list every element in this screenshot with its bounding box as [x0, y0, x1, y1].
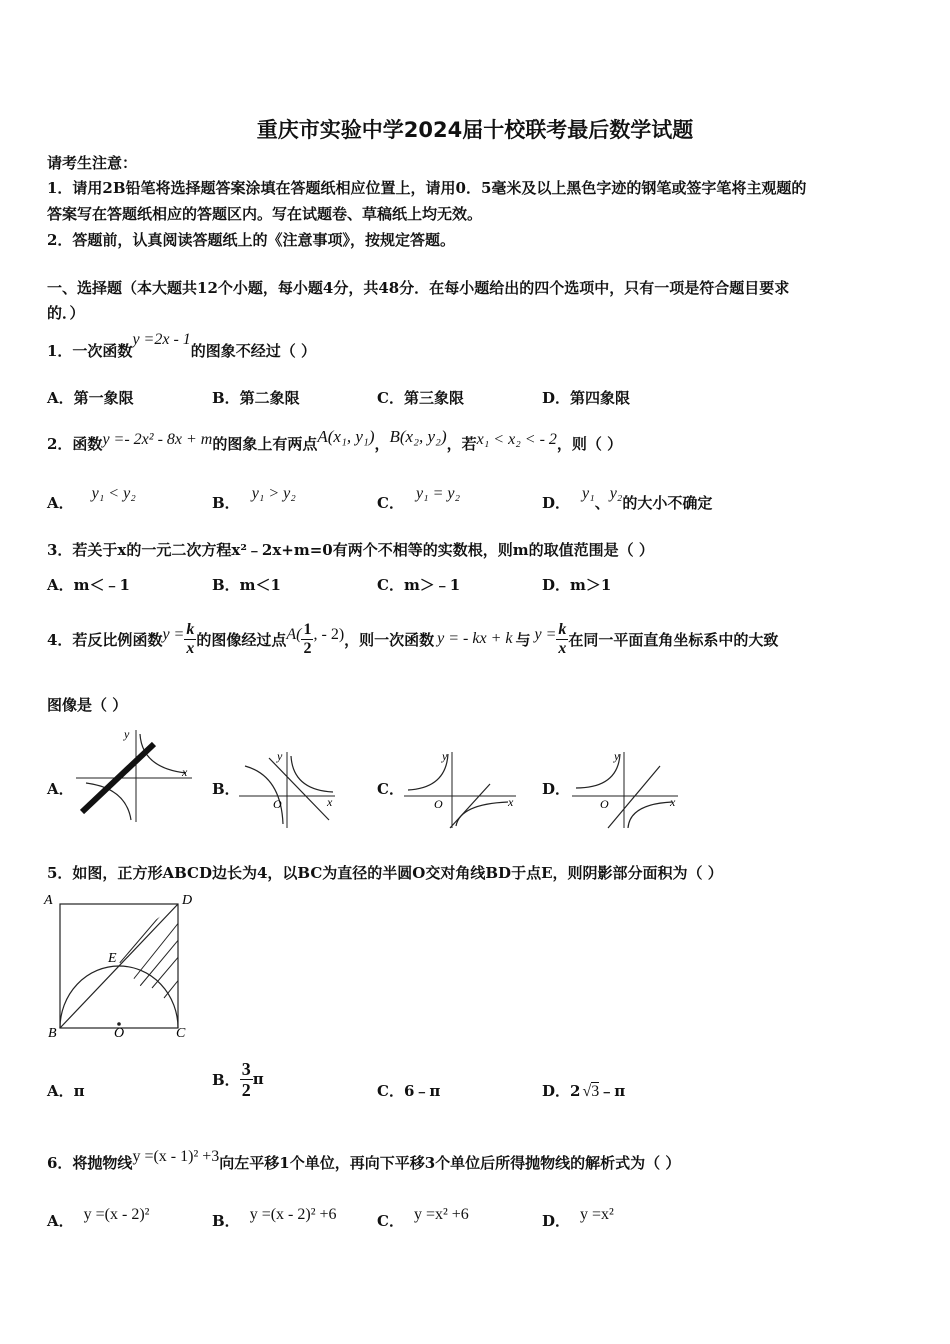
- q5-option-d-label: D．: [542, 1082, 571, 1100]
- label-o: O: [114, 1026, 125, 1041]
- q4-f3-den: x: [558, 639, 567, 657]
- label-d: D: [182, 893, 193, 908]
- q4-f3-num: k: [558, 620, 567, 638]
- hyperbola-branch-2: [456, 802, 508, 826]
- label-c: C: [176, 1026, 186, 1041]
- x-axis-label: x: [670, 795, 676, 809]
- x-axis-label: x: [508, 795, 514, 809]
- q3-option-b[interactable]: B．m＜1: [212, 576, 281, 594]
- q2-option-d-y1: y₁: [582, 485, 595, 502]
- q2-option-c-label: C．: [377, 494, 404, 512]
- q6-option-a-label: A．: [47, 1212, 74, 1230]
- q4-option-d-graph[interactable]: [568, 748, 682, 830]
- question-4: [47, 614, 778, 664]
- q6-option-a[interactable]: [47, 1206, 150, 1231]
- q2-option-b-value: y₁ > y₂: [251, 485, 296, 502]
- q4-f1-num: k: [186, 620, 195, 638]
- q5-option-d[interactable]: [542, 1080, 625, 1101]
- notice-line-2: 2．答题前，认真阅读答题纸上的《注意事项》，按规定答题。: [47, 231, 455, 249]
- q2-option-d-y2: y₂: [609, 485, 623, 502]
- question-6: [47, 1148, 681, 1173]
- q3-option-d[interactable]: D．m＞1: [542, 576, 612, 594]
- q4-option-c-label[interactable]: C．: [377, 780, 404, 798]
- q2-option-d-sep: 、: [594, 494, 610, 512]
- question-5: 5．如图，正方形ABCD边长为4，以BC为直径的半圆O交对角线BD于点E，则阴影部分面积为（ ）: [47, 864, 723, 882]
- label-a: A: [44, 893, 53, 908]
- line-graph: [450, 784, 490, 828]
- y-axis-label: y: [614, 749, 620, 763]
- q6-formula: y =(x - 1)² +3: [132, 1148, 220, 1165]
- q1-prefix: 1．一次函数: [47, 342, 133, 360]
- section-heading-line-2: 的．）: [47, 304, 85, 322]
- q6-suffix: 向左平移1个单位，再向下平移3个单位后所得抛物线的解析式为（ ）: [219, 1154, 681, 1172]
- q2-option-a[interactable]: [47, 485, 136, 513]
- q5-figure: [42, 890, 202, 1042]
- q4-option-c-graph[interactable]: [400, 748, 520, 830]
- q5-option-a-value: π: [73, 1082, 85, 1100]
- q4-point-fraction: [301, 621, 313, 658]
- q5-option-b-den: 2: [241, 1079, 251, 1100]
- q2-option-c-value: y₁ = y₂: [415, 485, 461, 502]
- q1-option-b[interactable]: B．第二象限: [212, 389, 300, 407]
- q5-option-a[interactable]: [47, 1080, 85, 1101]
- q5-option-a-label: A．: [47, 1082, 74, 1100]
- y-axis-label: y: [124, 727, 130, 741]
- x-axis-label: x: [327, 795, 333, 809]
- q4-mid1: 的图像经过点: [196, 630, 287, 649]
- notice-line-1b: 答案写在答题纸相应的答题区内。写在试题卷、草稿纸上均无效。: [47, 205, 483, 223]
- semicircle-o: [60, 966, 178, 1028]
- q6-option-b-label: B．: [212, 1212, 240, 1230]
- q6-option-c-value: y =x² +6: [413, 1206, 469, 1223]
- q2-mid: 的图象上有两点: [212, 435, 318, 453]
- q6-option-d[interactable]: [542, 1206, 614, 1231]
- q2-point-b: B(x₂, y₂): [389, 427, 447, 446]
- q4-f1-lhs: y =: [162, 626, 185, 643]
- q1-suffix: 的图象不经过（ ）: [190, 342, 317, 360]
- q4-suffix: 在同一平面直角坐标系中的大致: [568, 630, 779, 649]
- q2-formula: y =- 2x² - 8x + m: [102, 431, 213, 448]
- q5-option-c-label: C．: [377, 1082, 404, 1100]
- q4-prefix: 4．若反比例函数: [47, 630, 163, 649]
- notice-line-1a: 1．请用2B铅笔将选择题答案涂填在答题纸相应位置上，请用0．5毫米及以上黑色字迹的钢笔或签字笔将主观题的: [47, 179, 807, 197]
- q4-option-d-label[interactable]: D．: [542, 780, 571, 798]
- question-3: 3．若关于x的一元二次方程x²﹣2x+m=0有两个不相等的实数根，则m的取值范围是（ ）: [47, 541, 654, 559]
- q2-option-d[interactable]: [542, 485, 713, 513]
- label-b: B: [48, 1026, 57, 1041]
- q5-option-d-sqrt: √3: [582, 1083, 600, 1100]
- q4-f3-fraction: [556, 621, 568, 658]
- q3-option-c[interactable]: C．m＞﹣1: [377, 576, 461, 594]
- y-axis-label: y: [442, 749, 448, 763]
- q2-option-a-label: A．: [47, 494, 74, 512]
- q5-option-c-value: 6﹣π: [403, 1082, 441, 1100]
- hyperbola-branch-1: [245, 766, 283, 824]
- q6-option-c[interactable]: [377, 1206, 469, 1231]
- q1-formula: y =2x - 1: [132, 331, 191, 348]
- q6-option-d-label: D．: [542, 1212, 571, 1230]
- q2-option-c[interactable]: [377, 485, 461, 513]
- q4-option-b-graph[interactable]: [235, 748, 345, 830]
- label-e: E: [108, 951, 117, 966]
- page-title: 重庆市实验中学2024届十校联考最后数学试题: [256, 118, 694, 142]
- x-axis-label: x: [182, 765, 188, 779]
- q5-option-b-fraction: [240, 1059, 253, 1100]
- q2-prefix: 2．函数: [47, 435, 103, 453]
- q1-option-d[interactable]: D．第四象限: [542, 389, 631, 407]
- q6-prefix: 6．将抛物线: [47, 1154, 133, 1172]
- q4-option-b-label[interactable]: B．: [212, 780, 240, 798]
- q4-f2: y = - kx + k: [437, 630, 513, 647]
- q2-option-d-text: 的大小不确定: [622, 494, 713, 512]
- q5-option-c[interactable]: [377, 1080, 440, 1101]
- q5-option-d-coef: 2: [570, 1082, 581, 1100]
- notice-heading: 请考生注意：: [47, 154, 138, 172]
- q5-option-b[interactable]: [212, 1054, 264, 1104]
- hyperbola-branch-2: [628, 802, 672, 828]
- q2-option-d-label: D．: [542, 494, 571, 512]
- question-1: [47, 331, 317, 361]
- q2-suffix: ，则（ ）: [556, 435, 623, 453]
- q2-condition: x₁ < x₂ < - 2: [476, 431, 557, 448]
- origin-label: O: [273, 797, 282, 811]
- q6-option-d-value: y =x²: [580, 1206, 614, 1223]
- origin-label: O: [600, 797, 609, 811]
- question-2: [47, 427, 623, 454]
- q2-sep: ，: [374, 435, 390, 453]
- q6-option-b-value: y =(x - 2)² +6: [249, 1206, 337, 1223]
- q4-point-den: 2: [303, 639, 312, 657]
- diagonal-bd: [60, 904, 178, 1028]
- q5-option-b-label: B．: [212, 1070, 240, 1089]
- q2-option-b-label: B．: [212, 494, 240, 512]
- q3-option-a[interactable]: A．m＜﹣1: [47, 576, 130, 594]
- q4-option-a-label[interactable]: A．: [47, 780, 74, 798]
- q2-option-b[interactable]: [212, 485, 296, 513]
- q4-line-2: 图像是（ ）: [47, 696, 128, 714]
- q2-point-a: A(x₁, y₁): [317, 427, 375, 446]
- q4-mid2: ，则一次函数: [344, 630, 435, 649]
- q4-f3-lhs: y =: [534, 626, 557, 643]
- q1-option-c[interactable]: C．第三象限: [377, 389, 464, 407]
- q4-option-a-graph[interactable]: [74, 726, 198, 824]
- q5-option-d-post: ﹣π: [599, 1082, 626, 1100]
- line-graph: [608, 766, 660, 828]
- q4-f1-fraction: [184, 621, 196, 658]
- q6-option-c-label: C．: [377, 1212, 404, 1230]
- q4-point-num: 1: [303, 620, 312, 638]
- q4-yu: 与: [515, 630, 531, 649]
- q4-point-a: A(: [286, 626, 302, 643]
- q5-option-b-num: 3: [241, 1058, 251, 1079]
- q4-f1-den: x: [186, 639, 195, 657]
- q1-option-a[interactable]: A．第一象限: [47, 389, 134, 407]
- q6-option-a-value: y =(x - 2)²: [83, 1206, 150, 1223]
- y-axis-label: y: [277, 749, 283, 763]
- section-heading-line-1: 一、选择题（本大题共12个小题，每小题4分，共48分．在每小题给出的四个选项中，只有一项是符合题目要求: [47, 279, 790, 297]
- q2-ruo: ，若: [446, 435, 477, 453]
- origin-label: O: [434, 797, 443, 811]
- q5-option-b-pi: π: [252, 1070, 264, 1088]
- q2-option-a-value: y₁ < y₂: [91, 485, 136, 502]
- q6-option-b[interactable]: [212, 1206, 337, 1231]
- q4-point-rest: , - 2): [313, 626, 345, 643]
- q5-option-d-radicand: 3: [591, 1083, 600, 1100]
